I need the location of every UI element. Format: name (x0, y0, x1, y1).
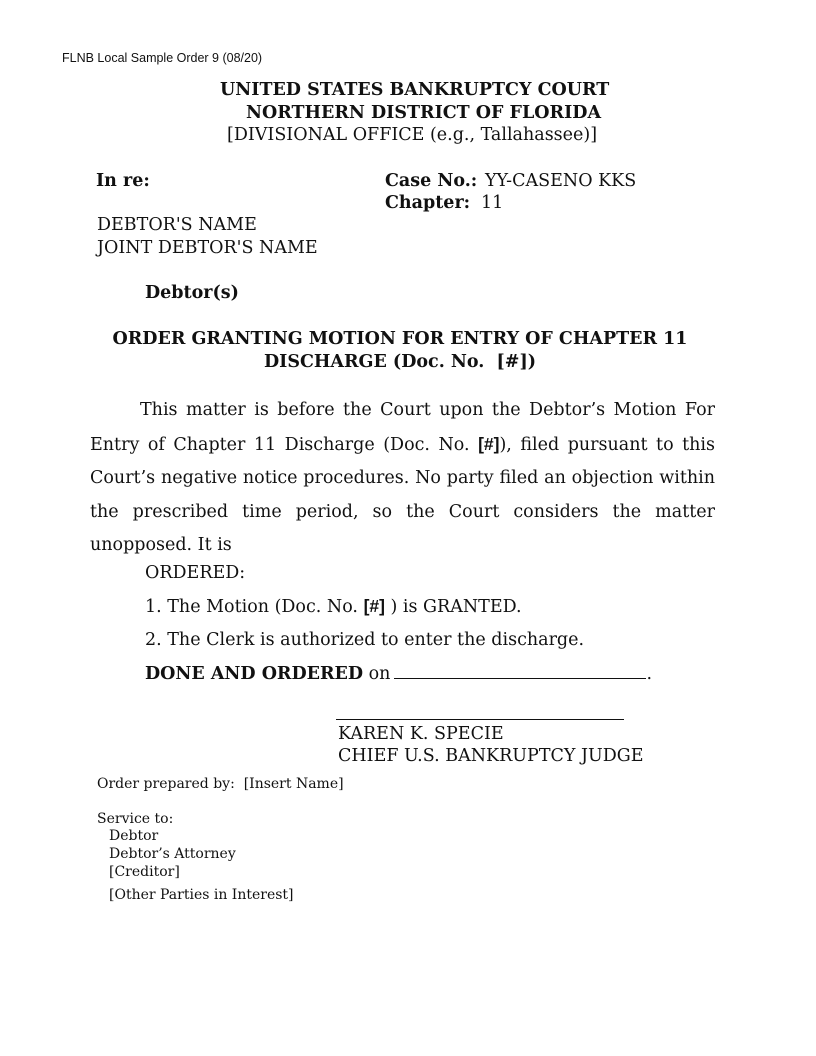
order-prepared-by (97, 776, 344, 792)
service-item: [Creditor] (109, 864, 180, 880)
case-no-value: YY-CASENO KKS (485, 171, 637, 191)
prepared-label: Order prepared by: (97, 776, 235, 792)
prepared-value: [Insert Name] (243, 776, 344, 792)
item1-docno: [#] (363, 596, 385, 616)
judge-title: CHIEF U.S. BANKRUPTCY JUDGE (338, 746, 644, 766)
body-paragraph (90, 394, 715, 563)
judge-name: KAREN K. SPECIE (338, 724, 504, 744)
done-period: . (646, 664, 653, 684)
order-title-suffix: ) (527, 352, 537, 372)
signature-line (336, 719, 624, 720)
date-blank-line (394, 664, 646, 679)
debtors-label: Debtor(s) (145, 283, 239, 303)
court-district: NORTHERN DISTRICT OF FLORIDA (246, 103, 602, 123)
item1-suffix: ) is GRANTED. (384, 597, 522, 617)
order-title (80, 328, 720, 374)
body-docno: [#] (478, 433, 500, 454)
form-id: FLNB Local Sample Order 9 (08/20) (62, 51, 263, 65)
ordered-item-1 (145, 596, 522, 617)
order-title-docno: [#] (496, 352, 528, 372)
done-and-ordered (145, 664, 652, 684)
service-item: [Other Parties in Interest] (109, 887, 294, 903)
order-title-line2 (80, 351, 720, 374)
chapter-value: 11 (481, 193, 504, 213)
done-on: on (368, 664, 391, 684)
case-no-label: Case No.: (385, 171, 478, 191)
court-name: UNITED STATES BANKRUPTCY COURT (220, 80, 610, 100)
in-re-label: In re: (96, 171, 150, 191)
body-text-part1: This matter is before the Court upon the Debtor’s Motion For Entry of Chapter 11 Discharge (Doc. No. (90, 400, 715, 455)
chapter-label: Chapter: (385, 193, 471, 213)
done-label: DONE AND ORDERED (145, 664, 364, 684)
ordered-label: ORDERED: (145, 563, 246, 583)
joint-debtor-name: JOINT DEBTOR'S NAME (97, 238, 318, 258)
order-title-line1: ORDER GRANTING MOTION FOR ENTRY OF CHAPTER 11 (112, 329, 688, 349)
item1-prefix: 1. The Motion (Doc. No. (145, 597, 364, 617)
court-division: [DIVISIONAL OFFICE (e.g., Tallahassee)] (227, 125, 598, 145)
body-text-part2: ), filed pursuant to this Court’s negative notice procedures. No party filed an objection within the prescribed time period, so the Court considers the matter unopposed. It is (90, 434, 715, 555)
service-item: Debtor’s Attorney (109, 846, 236, 862)
order-title-prefix: DISCHARGE (Doc. No. (263, 352, 485, 372)
service-item: Debtor (109, 828, 159, 844)
debtor-name: DEBTOR'S NAME (97, 215, 257, 235)
ordered-item-2: 2. The Clerk is authorized to enter the discharge. (145, 630, 585, 650)
service-to-label: Service to: (97, 811, 174, 827)
